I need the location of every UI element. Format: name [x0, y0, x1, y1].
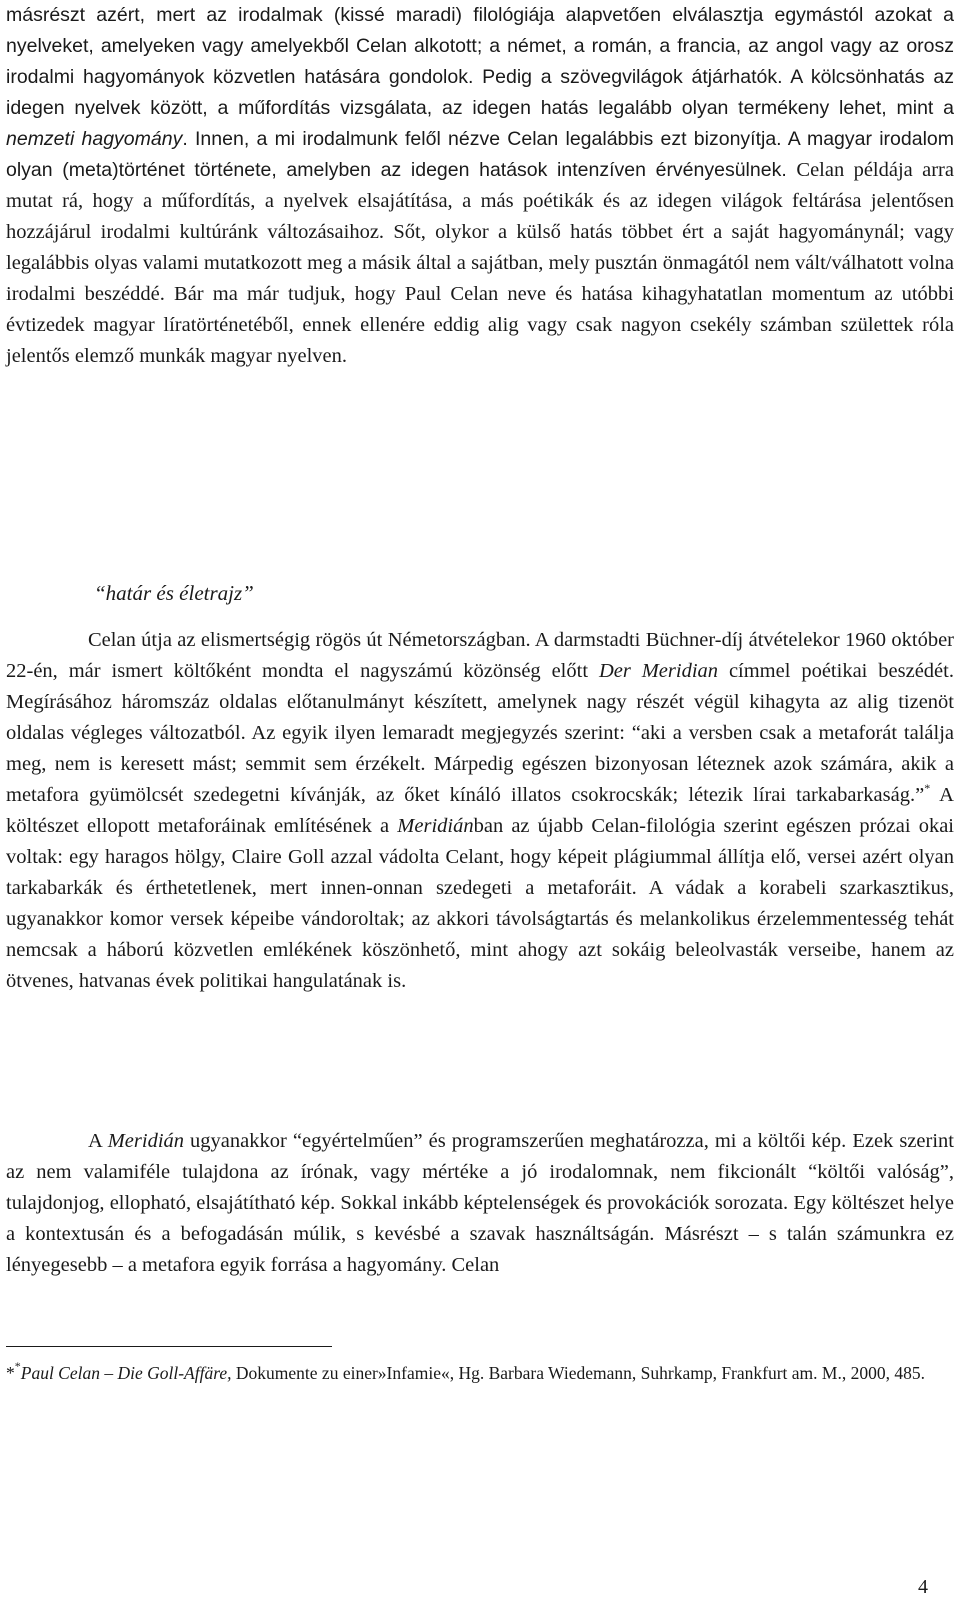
paragraph-meridian-speech: [6, 625, 954, 997]
footnote-citation: Dokumente zu einer»Infamie«, Hg. Barbara Wiedemann, Suhrkamp, Frankfurt am. M., 2000, 485.: [231, 1363, 925, 1383]
title-meridian-2: Meridián: [107, 1130, 185, 1152]
paragraph-intro: [6, 0, 954, 372]
footnote-title: Paul Celan – Die Goll-Affäre,: [20, 1363, 232, 1383]
page-number: 4: [918, 1576, 928, 1598]
footnote-sup-marker: *: [14, 1359, 21, 1373]
footnote-marker: *: [6, 1363, 15, 1383]
paragraph-poetic-text-1: A: [88, 1130, 108, 1152]
footnote-reference-mark[interactable]: *: [924, 781, 931, 795]
paragraph-meridian-text-3: A költészet ellopott metaforáinak említésének a: [6, 784, 954, 837]
emphasis-national-tradition: nemzeti hagyomány: [6, 128, 183, 150]
paragraph-intro-punct: .: [182, 128, 196, 150]
footnote: [6, 1360, 954, 1387]
paragraph-intro-serif-text: Celan példája arra mutat rá, hogy a műfordítás, a nyelvek elsajátítása, a más poétikák és az idegen világok feltárása jelentősen hozzájárul irodalmi kultúránk változásaihoz. Sőt, olykor a külső hatás többet ért a saját hagyománynál; vagy legalábbis olyas valami mutatkozott meg a másik által a sajátban, mely pusztán önmagától nem vált/válhatott volna irodalmi beszéddé. Bár ma már tudjuk, hogy Paul Celan neve és hatása kihagyhatatlan momentum az utóbbi évtizedek magyar líratörténetéből, ennek ellenére eddig alig vagy csak nagyon csekély számban születtek róla jelentős elemző munkák magyar nyelven.: [6, 159, 954, 367]
paragraph-poetic-text-2: ugyanakkor “egyértelműen” és programszerűen meghatározza, mi a költői kép. Ezek szerint az nem valamiféle tulajdona az írónak, vagy mértéke a jó irodalomnak, nem fikcionált “költői valóság”, tulajdonjog, ellopható, elsajátítható kép. Sokkal inkább képtelenségek és provokációk sorozata. Egy költészet helye a kontextusán és a befogadásán múlik, s kevésbé a szavak használtságán. Másrészt – s talán számunkra ez lényegesebb – a metafora egyik forrása a hagyomány. Celan: [6, 1130, 954, 1276]
paragraph-meridian-text-1: Celan útja az elismertségig rögös út Németországban. A darmstadti Büchner-díj átvételekor 1960 október 22-én, már ismert költőként mondta el nagyszámú közönség előtt: [6, 629, 954, 682]
paragraph-intro-sans-text: másrészt azért, mert az irodalmak (kissé maradi) filológiája alapvetően elválasztja egymástól azokat a nyelveket, amelyeken vagy amelyekből Celan alkotott; a német, a román, a francia, az angol vagy az orosz irodalmi hagyományok közvetlen hatására gondolok. Pedig a szövegvilágok átjárhatók. A kölcsönhatás az idegen nyelvek között, a műfordítás vizsgálata, az idegen hatás legalább olyan termékeny lehet, mint a: [6, 4, 954, 119]
section-heading: “határ és életrajz”: [94, 581, 254, 605]
title-der-meridian: Der Meridian: [598, 660, 719, 682]
paragraph-meridian-text-2: címmel poétikai beszédét. Megírásához háromszáz oldalas előtanulmányt készített, amelynek nagy részét végül kihagyta az alig tizenöt oldalas végleges változatból. Az egyik ilyen lemaradt megjegyzés szerint: “aki a versben csak a metaforát találja meg, nem is keresett mást; semmit sem érzékelt. Márpedig egészen bizonyosan léteznek azok számára, akik a metafora gyümölcsét szedegetni kívánják, az őket kínáló illatos csokrocskák; létezik lírai tarkabarkaság.”: [6, 660, 954, 806]
paragraph-poetic-image: [6, 1126, 954, 1281]
paragraph-intro-sans-text-2: Innen, a mi irodalmunk felől nézve Celan legalábbis ezt bizonyítja. A magyar irodalom olyan (meta)történet története, amelyben az idegen hatások intenzíven érvényesülnek.: [6, 128, 954, 181]
footnote-separator: [6, 1346, 332, 1347]
title-meridian: Meridián: [397, 815, 474, 837]
paragraph-meridian-text-4: ban az újabb Celan-filológia szerint egészen prózai okai voltak: egy haragos hölgy, Claire Goll azzal vádolta Celant, hogy képeit plágiummal állítja elő, versei azért olyan tarkabarkák és érthetetlenek, mert innen-onnan szedegeti a metaforáit. A vádak a korabeli szarkasztikus, ugyanakkor komor versek képeibe vándoroltak; az akkori távolságtartás és melankolikus érzelemmentesség tehát nemcsak a háború közvetlen emlékének köszönhető, mint ahogy azt sokáig beleolvasták verseibe, hanem az ötvenes, hatvanas évek politikai hangulatának is.: [6, 815, 954, 992]
